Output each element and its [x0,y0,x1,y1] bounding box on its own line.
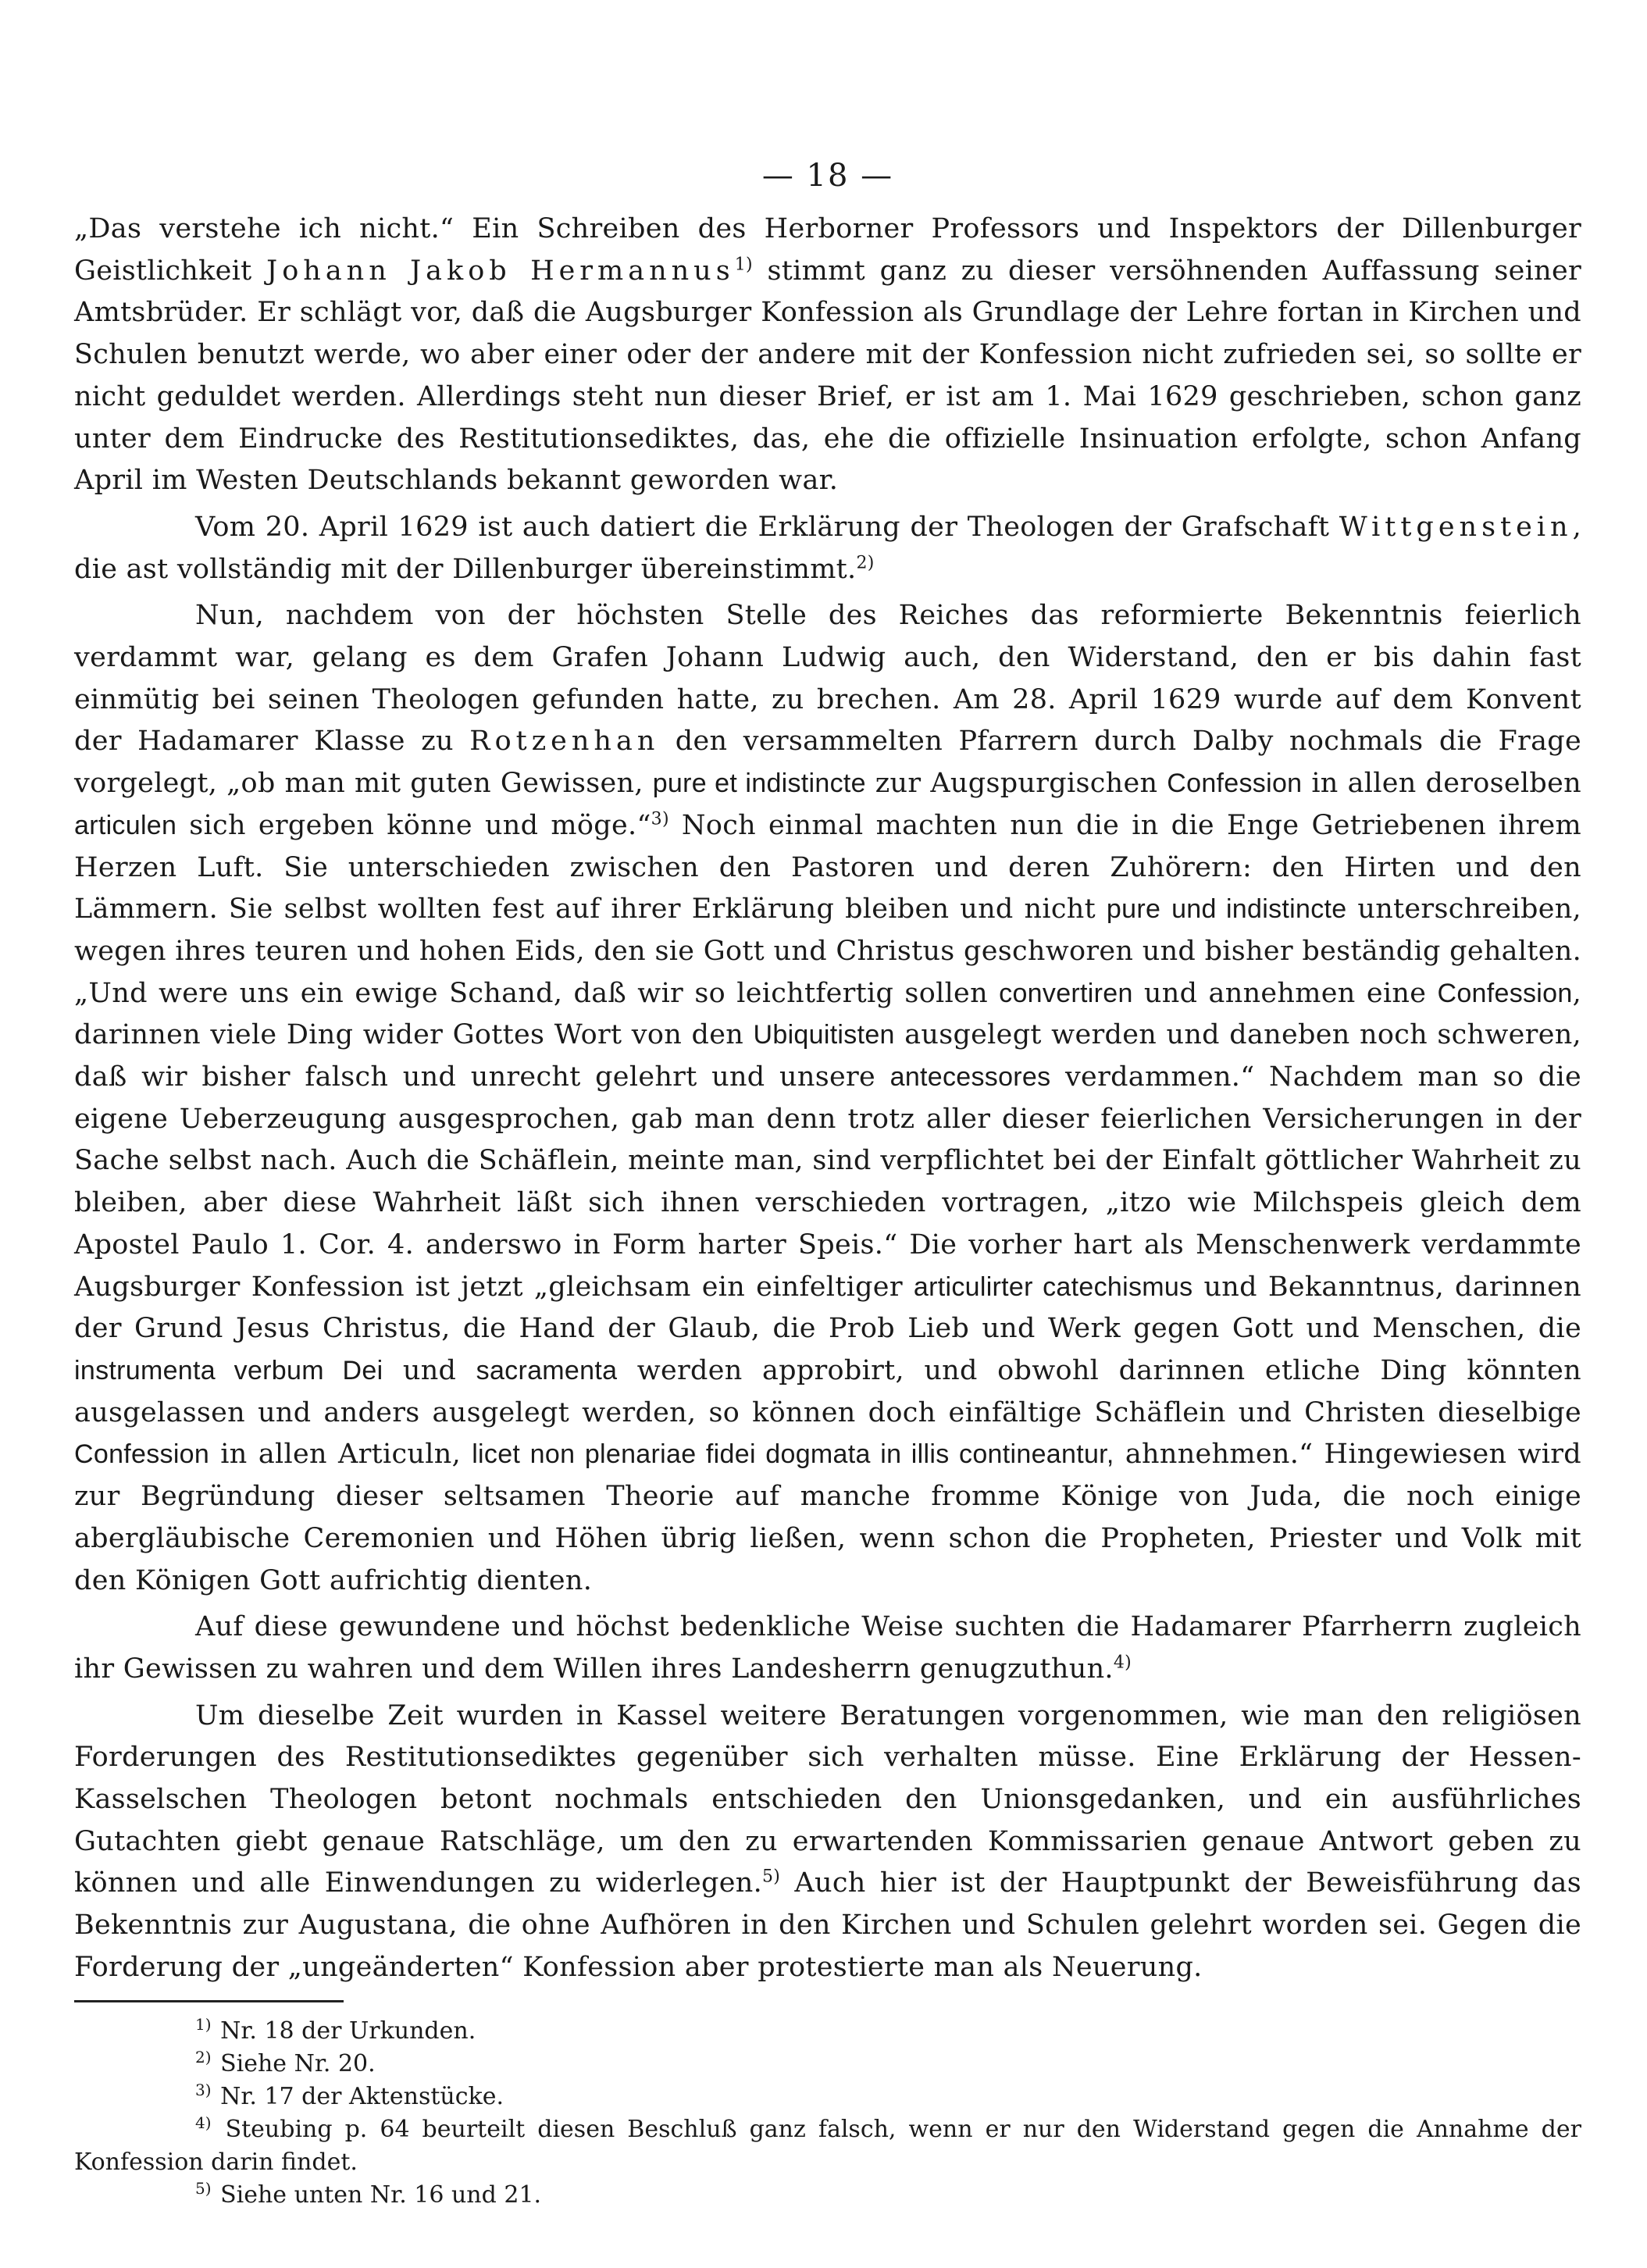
text-run: in allen deroselben [1302,768,1581,800]
text-run: ahnnehmen.“ Hingewiesen wird zur Begründung dieser seltsamen Theorie auf manche fromme Könige von Juda, die noch einige abergläubische Ceremonien und Höhen übrig ließen, wenn schon die Propheten, Priester und Volk mit den Königen Gott aufrichtig dienten. [74,1439,1581,1596]
footnote-text: Nr. 17 der Aktenstücke. [220,2082,504,2110]
footnote-mark: 3) [195,2080,212,2099]
text-run: , die ast vollständig mit der Dillenburger übereinstimmt. [74,511,1581,585]
footnote-mark: 1) [195,2014,212,2034]
latin-term: Confession [1437,978,1573,1008]
text-run: in allen Articuln, [209,1439,472,1471]
latin-term: Ubiquitisten [753,1020,895,1050]
latin-term: instrumenta verbum Dei [74,1355,383,1385]
footnote-reference: 1) [734,255,753,275]
footnote [74,2113,1581,2179]
footnote-text: Steubing p. 64 beurteilt diesen Beschluß ganz falsch, wenn er nur den Widerstand gegen die Annahme der Konfession darin findet. [74,2115,1581,2176]
paragraph [74,595,1581,1602]
paragraph [74,507,1581,590]
text-run: und annehmen eine [1132,977,1438,1009]
latin-term: pure et indistincte [652,768,866,799]
spaced-name: Wittgenstein [1339,511,1573,543]
footnote-reference: 3) [651,809,669,829]
latin-term: licet non plenariae fidei dogmata in illis contineantur, [472,1439,1114,1470]
footnote-reference: 4) [1113,1653,1132,1673]
latin-term: sacramenta [476,1355,618,1385]
text-run: werden approbirt, und obwohl darinnen etliche Ding könnten ausgelassen und anders ausgelegt werden, so können doch einfältige Schäflein und Christen dieselbige [74,1354,1581,1428]
spaced-name: Rotzenhan [469,726,660,758]
footnote-text: Nr. 18 der Urkunden. [220,2017,476,2045]
footnote-text: Siehe Nr. 20. [220,2049,376,2077]
latin-term: pure [1106,894,1161,925]
text-run: unterschreiben, wegen ihres teuren und hohen Eids, den sie Gott und Christus geschworen und bisher beständig gehalten. „Und were uns ein ewige Schand, daß wir so leichtfertig sollen [74,893,1581,1009]
footnote-mark: 2) [195,2047,212,2067]
footnote [74,2015,1581,2048]
text-run: und [383,1354,476,1386]
latin-term: articulen [74,810,177,840]
text-run: den versammelten Pfarrern durch Dalby nochmals die Frage vorgelegt, „ob man mit guten Gewissen, [74,726,1581,800]
body-text [74,209,1581,1989]
document-page [74,152,1581,2212]
latin-term: und indistincte [1171,894,1347,925]
text-run: und Bekanntnus, darinnen der Grund Jesus Christus, die Hand der Glaub, die Prob Lieb und Werk gegen Gott und Menschen, die [74,1271,1581,1345]
text-run: , darinnen viele Ding wider Gottes Wort von den [74,977,1582,1051]
footnote-reference: 5) [762,1867,781,1887]
text-run: verdammen.“ Nachdem man so die eigene Ueberzeugung ausgesprochen, gab man denn trotz aller dieser feierlichen Versicherungen in der Sache selbst nach. Auch die Schäflein, meinte man, sind verpflichtet bei der Einfalt göttlicher Wahrheit zu bleiben, aber diese Wahrheit läßt sich ihnen verschieden vortragen, „itzo wie Milchspeis gleich dem Apostel Paulo 1. Cor. 4. anderswo in Form harter Speis.“ Die vorher hart als Menschenwerk verdammte Augsburger Konfession ist jetzt „gleichsam ein einfeltiger [74,1061,1581,1303]
paragraph [74,1696,1581,1989]
latin-term: Confession [1167,768,1303,799]
text-run: Um dieselbe Zeit wurden in Kassel weitere Beratungen vorgenommen, wie man den religiösen Forderungen des Restitutionsediktes gegenüber sich verhalten müsse. Eine Erklärung der Hessen-Kasselschen Theologen betont nochmals entschieden den Unionsgedanken, und ein ausführliches Gutachten giebt genaue Ratschläge, um den zu erwartenden Kommissarien genaue Antwort geben zu können und alle Einwendungen zu widerlegen. [74,1699,1581,1899]
text-run: Noch einmal machten nun die in die Enge Getriebenen ihrem Herzen Luft. Sie unterschieden zwischen den Pastoren und deren Zuhörern: den Hirten und den Lämmern. Sie selbst wollten fest auf ihrer Erklärung bleiben und nicht [74,809,1581,925]
spaced-name: Johann Jakob Hermannus [266,255,735,287]
footnote [74,2179,1581,2212]
text-run [1160,893,1171,925]
latin-term: articulirter catechismus [913,1271,1193,1302]
footnote-reference: 2) [856,552,875,572]
paragraph [74,1606,1581,1690]
text-run: sich ergeben könne und möge.“ [176,809,651,841]
text-run: Auch hier ist der Hauptpunkt der Beweisführung das Bekenntnis zur Augustana, die ohne Aufhören in den Kirchen und Schulen gelehrt worden sei. Gegen die Forderung der „ungeänderten“ Konfession aber protestierte man als Neuerung. [74,1867,1581,1983]
text-run: ausgelegt werden und daneben noch schweren, daß wir bisher falsch und unrecht gelehrt und unsere [74,1019,1581,1093]
text-run: „Das verstehe ich nicht.“ Ein Schreiben des Herborner Professors und Inspektors der Dillenburger Geistlichkeit [74,213,1581,287]
footnote [74,2081,1581,2113]
text-run: Auf diese gewundene und höchst bedenkliche Weise suchten die Hadamarer Pfarrherrn zugleich ihr Gewissen zu wahren und dem Willen ihres Landesherrn genugzuthun. [74,1611,1581,1685]
text-run: Vom 20. April 1629 ist auch datiert die Erklärung der Theologen der Grafschaft [195,511,1339,543]
page-number: — 18 — [761,158,894,194]
text-run: zur Augspurgischen [865,768,1168,800]
paragraph [74,209,1581,502]
footnote-mark: 5) [195,2178,212,2198]
footnote-mark: 4) [195,2113,212,2132]
latin-term: convertiren [999,978,1133,1008]
footnote-divider [74,2000,344,2002]
text-run: stimmt ganz zu dieser versöhnenden Auffassung seiner Amtsbrüder. Er schlägt vor, daß die Augsburger Konfession als Grundlage der Lehre fortan in Kirchen und Schulen benutzt werde, wo aber einer oder der andere mit der Konfession nicht zufrieden sei, so sollte er nicht geduldet werden. Allerdings steht nun dieser Brief, er ist am 1. Mai 1629 geschrieben, schon ganz unter dem Eindrucke des Restitutionsediktes, das, ehe die offizielle Insinuation erfolgte, schon Anfang April im Westen Deutschlands bekannt geworden war. [74,255,1581,497]
footnote [74,2048,1581,2081]
text-run: Nun, nachdem von der höchsten Stelle des Reiches das reformierte Bekenntnis feierlich verdammt war, gelang es dem Grafen Johann Ludwig auch, den Widerstand, den er bis dahin fast einmütig bei seinen Theologen gefunden hatte, zu brechen. Am 28. April 1629 wurde auf dem Konvent der Hadamarer Klasse zu [74,600,1581,758]
footnotes [74,2015,1581,2212]
latin-term: antecessores [889,1062,1051,1093]
footnote-text: Siehe unten Nr. 16 und 21. [220,2181,542,2209]
latin-term: Confession [74,1439,210,1470]
